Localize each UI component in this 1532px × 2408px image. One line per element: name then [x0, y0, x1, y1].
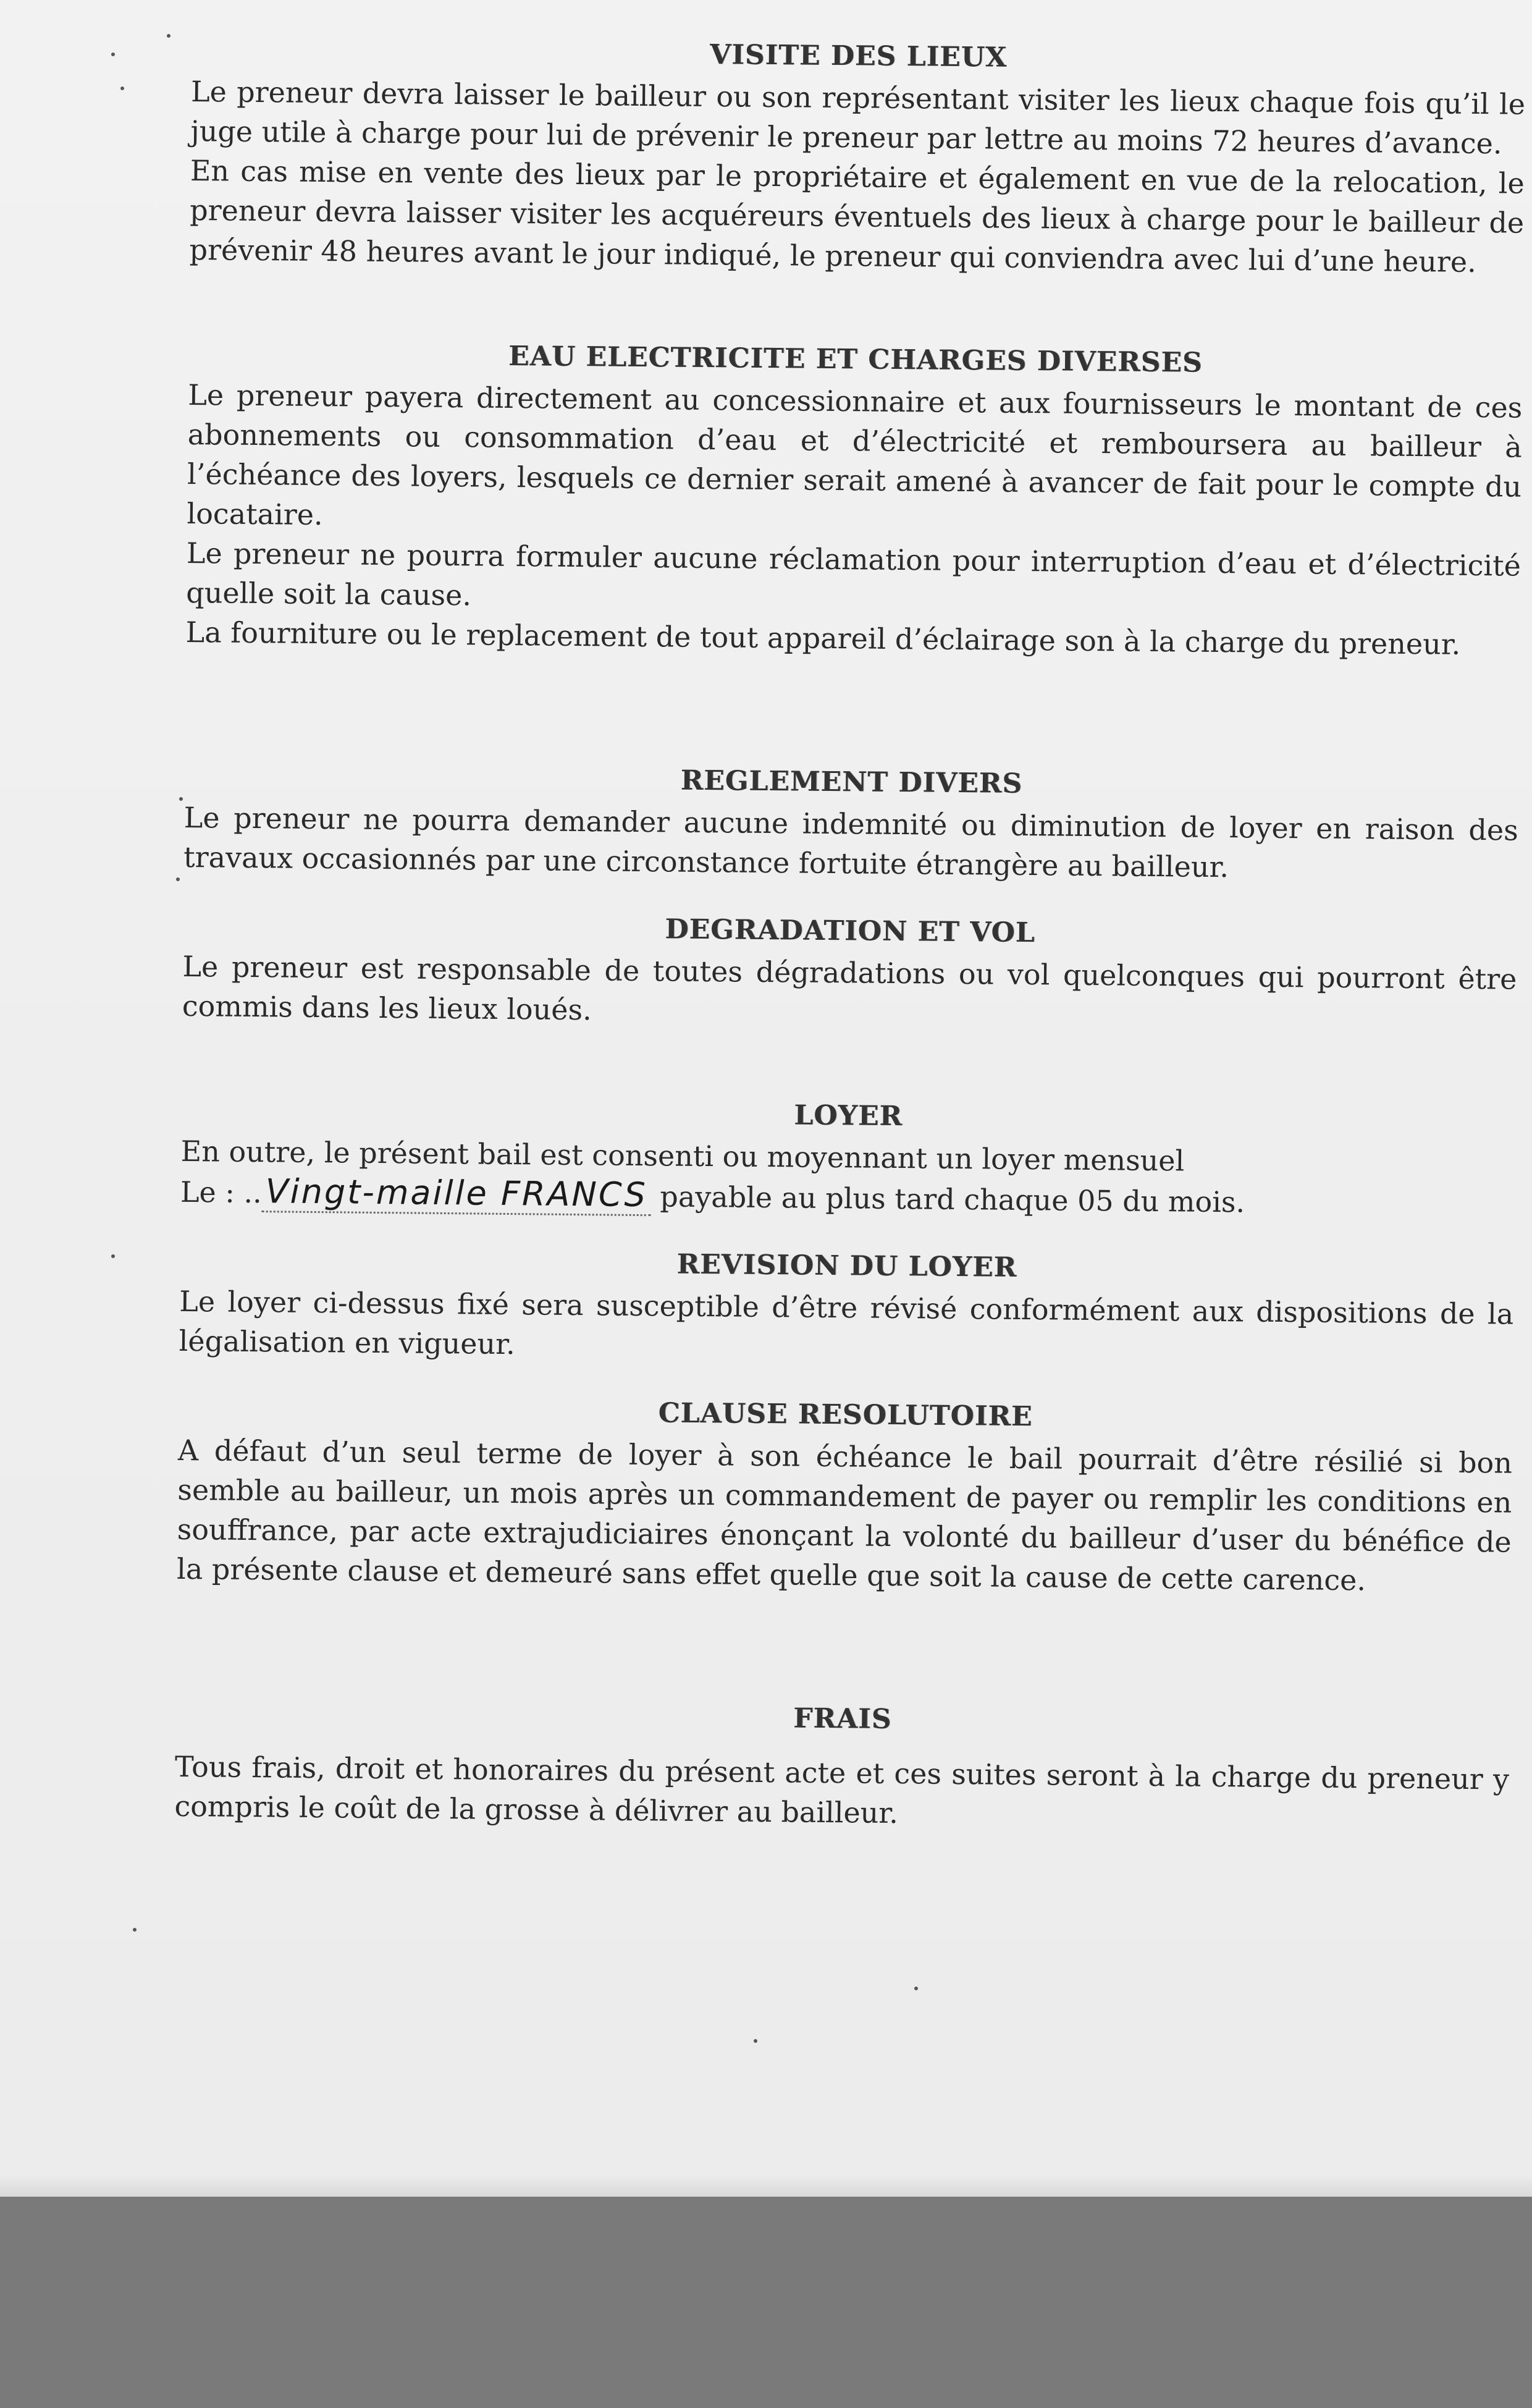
- section-heading: REGLEMENT DIVERS: [680, 764, 1023, 800]
- handwritten-rent-amount: Vingt-maille FRANCS: [261, 1172, 651, 1216]
- section-loyer: [180, 1094, 1516, 1225]
- section-heading: DEGRADATION ET VOL: [665, 913, 1035, 949]
- scan-speck: [111, 53, 115, 56]
- section-clause-resolutoire: [177, 1393, 1513, 1602]
- section-frais: [174, 1697, 1510, 1839]
- payable-text: payable au plus tard chaque 05 du mois.: [660, 1180, 1245, 1219]
- paragraph: En outre, le présent bail est consenti ou moyennant un loyer mensuel: [180, 1134, 1185, 1178]
- paragraph: Tous frais, droit et honoraires du présent acte et ces suites seront à la charge du preneur y compris le coût de la grosse à délivrer au bailleur.: [174, 1749, 1510, 1830]
- scanner-background: [0, 2197, 1532, 2408]
- section-visite-des-lieux: [189, 34, 1526, 282]
- scan-speck: [754, 2039, 757, 2043]
- section-heading: CLAUSE RESOLUTOIRE: [658, 1397, 1033, 1433]
- paragraph: A défaut d’un seul terme de loyer à son échéance le bail pourrait d’être résilié si bon semble au bailleur, un mois après un commandement de payer ou remplir les conditions en souffrance, par acte extrajudiciaires énonçant la volonté du bailleur d’user du bénéfice de la présente clause et demeuré sans effet quelle que soit la cause de cette carence.: [176, 1433, 1513, 1597]
- paragraph: La fourniture ou le replacement de tout appareil d’éclairage son à la charge du preneur.: [185, 615, 1461, 661]
- paragraph: Le preneur ne pourra formuler aucune réclamation pour interruption d’eau et d’électricité quelle soit la cause.: [186, 536, 1521, 612]
- paragraph: Le preneur est responsable de toutes dégradations ou vol quelconques qui pourront être commis dans les lieux loués.: [182, 949, 1517, 1027]
- paragraph: Le loyer ci-dessus fixé sera susceptible d’être révisé conformément aux dispositions de la légalisation en vigueur.: [179, 1284, 1514, 1361]
- page-edge-shadow: [0, 2175, 1532, 2197]
- paragraph: Le preneur devra laisser le bailleur ou son représentant visiter les lieux chaque fois qu’il le juge utile à charge pour lui de prévenir le preneur par lettre au moins 72 heures d’avance.: [190, 74, 1526, 161]
- paragraph: Le preneur payera directement au concessionnaire et aux fournisseurs le montant de ces abonnements ou consommation d’eau et d’électricité et remboursera au bailleur à l’échéance des loyers, lesquels ce dernier serait amené à avancer de fait pour le compte du locataire.: [187, 378, 1523, 532]
- scan-speck: [120, 87, 124, 90]
- section-degradation-et-vol: [182, 909, 1518, 1039]
- document-body: [174, 34, 1526, 1839]
- scan-speck: [176, 877, 180, 881]
- section-heading: EAU ELECTRICITE ET CHARGES DIVERSES: [508, 340, 1203, 379]
- section-heading: LOYER: [794, 1099, 903, 1133]
- section-eau-electricite: [185, 337, 1523, 665]
- rent-label: Le : ..: [180, 1175, 263, 1210]
- section-reglement-divers: [183, 760, 1519, 890]
- section-heading: FRAIS: [793, 1702, 892, 1736]
- scan-speck: [167, 34, 170, 38]
- scan-speck: [133, 1928, 137, 1932]
- scan-speck: [111, 1254, 115, 1258]
- section-revision-du-loyer: [179, 1244, 1514, 1374]
- scan-speck: [179, 797, 183, 801]
- scan-speck: [914, 1987, 918, 1990]
- section-heading: REVISION DU LOYER: [676, 1248, 1017, 1283]
- paragraph: En cas mise en vente des lieux par le propriétaire et également en vue de la relocation, le preneur devra laisser visiter les acquéreurs éventuels des lieux à charge pour le bailleur de prévenir 48 heures avant le jour indiqué, le preneur qui conviendra avec lui d’une heure.: [189, 153, 1525, 279]
- paragraph: Le preneur ne pourra demander aucune indemnité ou diminution de loyer en raison des travaux occasionnés par une circonstance fortuite étrangère au bailleur.: [183, 800, 1518, 884]
- section-heading: VISITE DES LIEUX: [709, 39, 1008, 74]
